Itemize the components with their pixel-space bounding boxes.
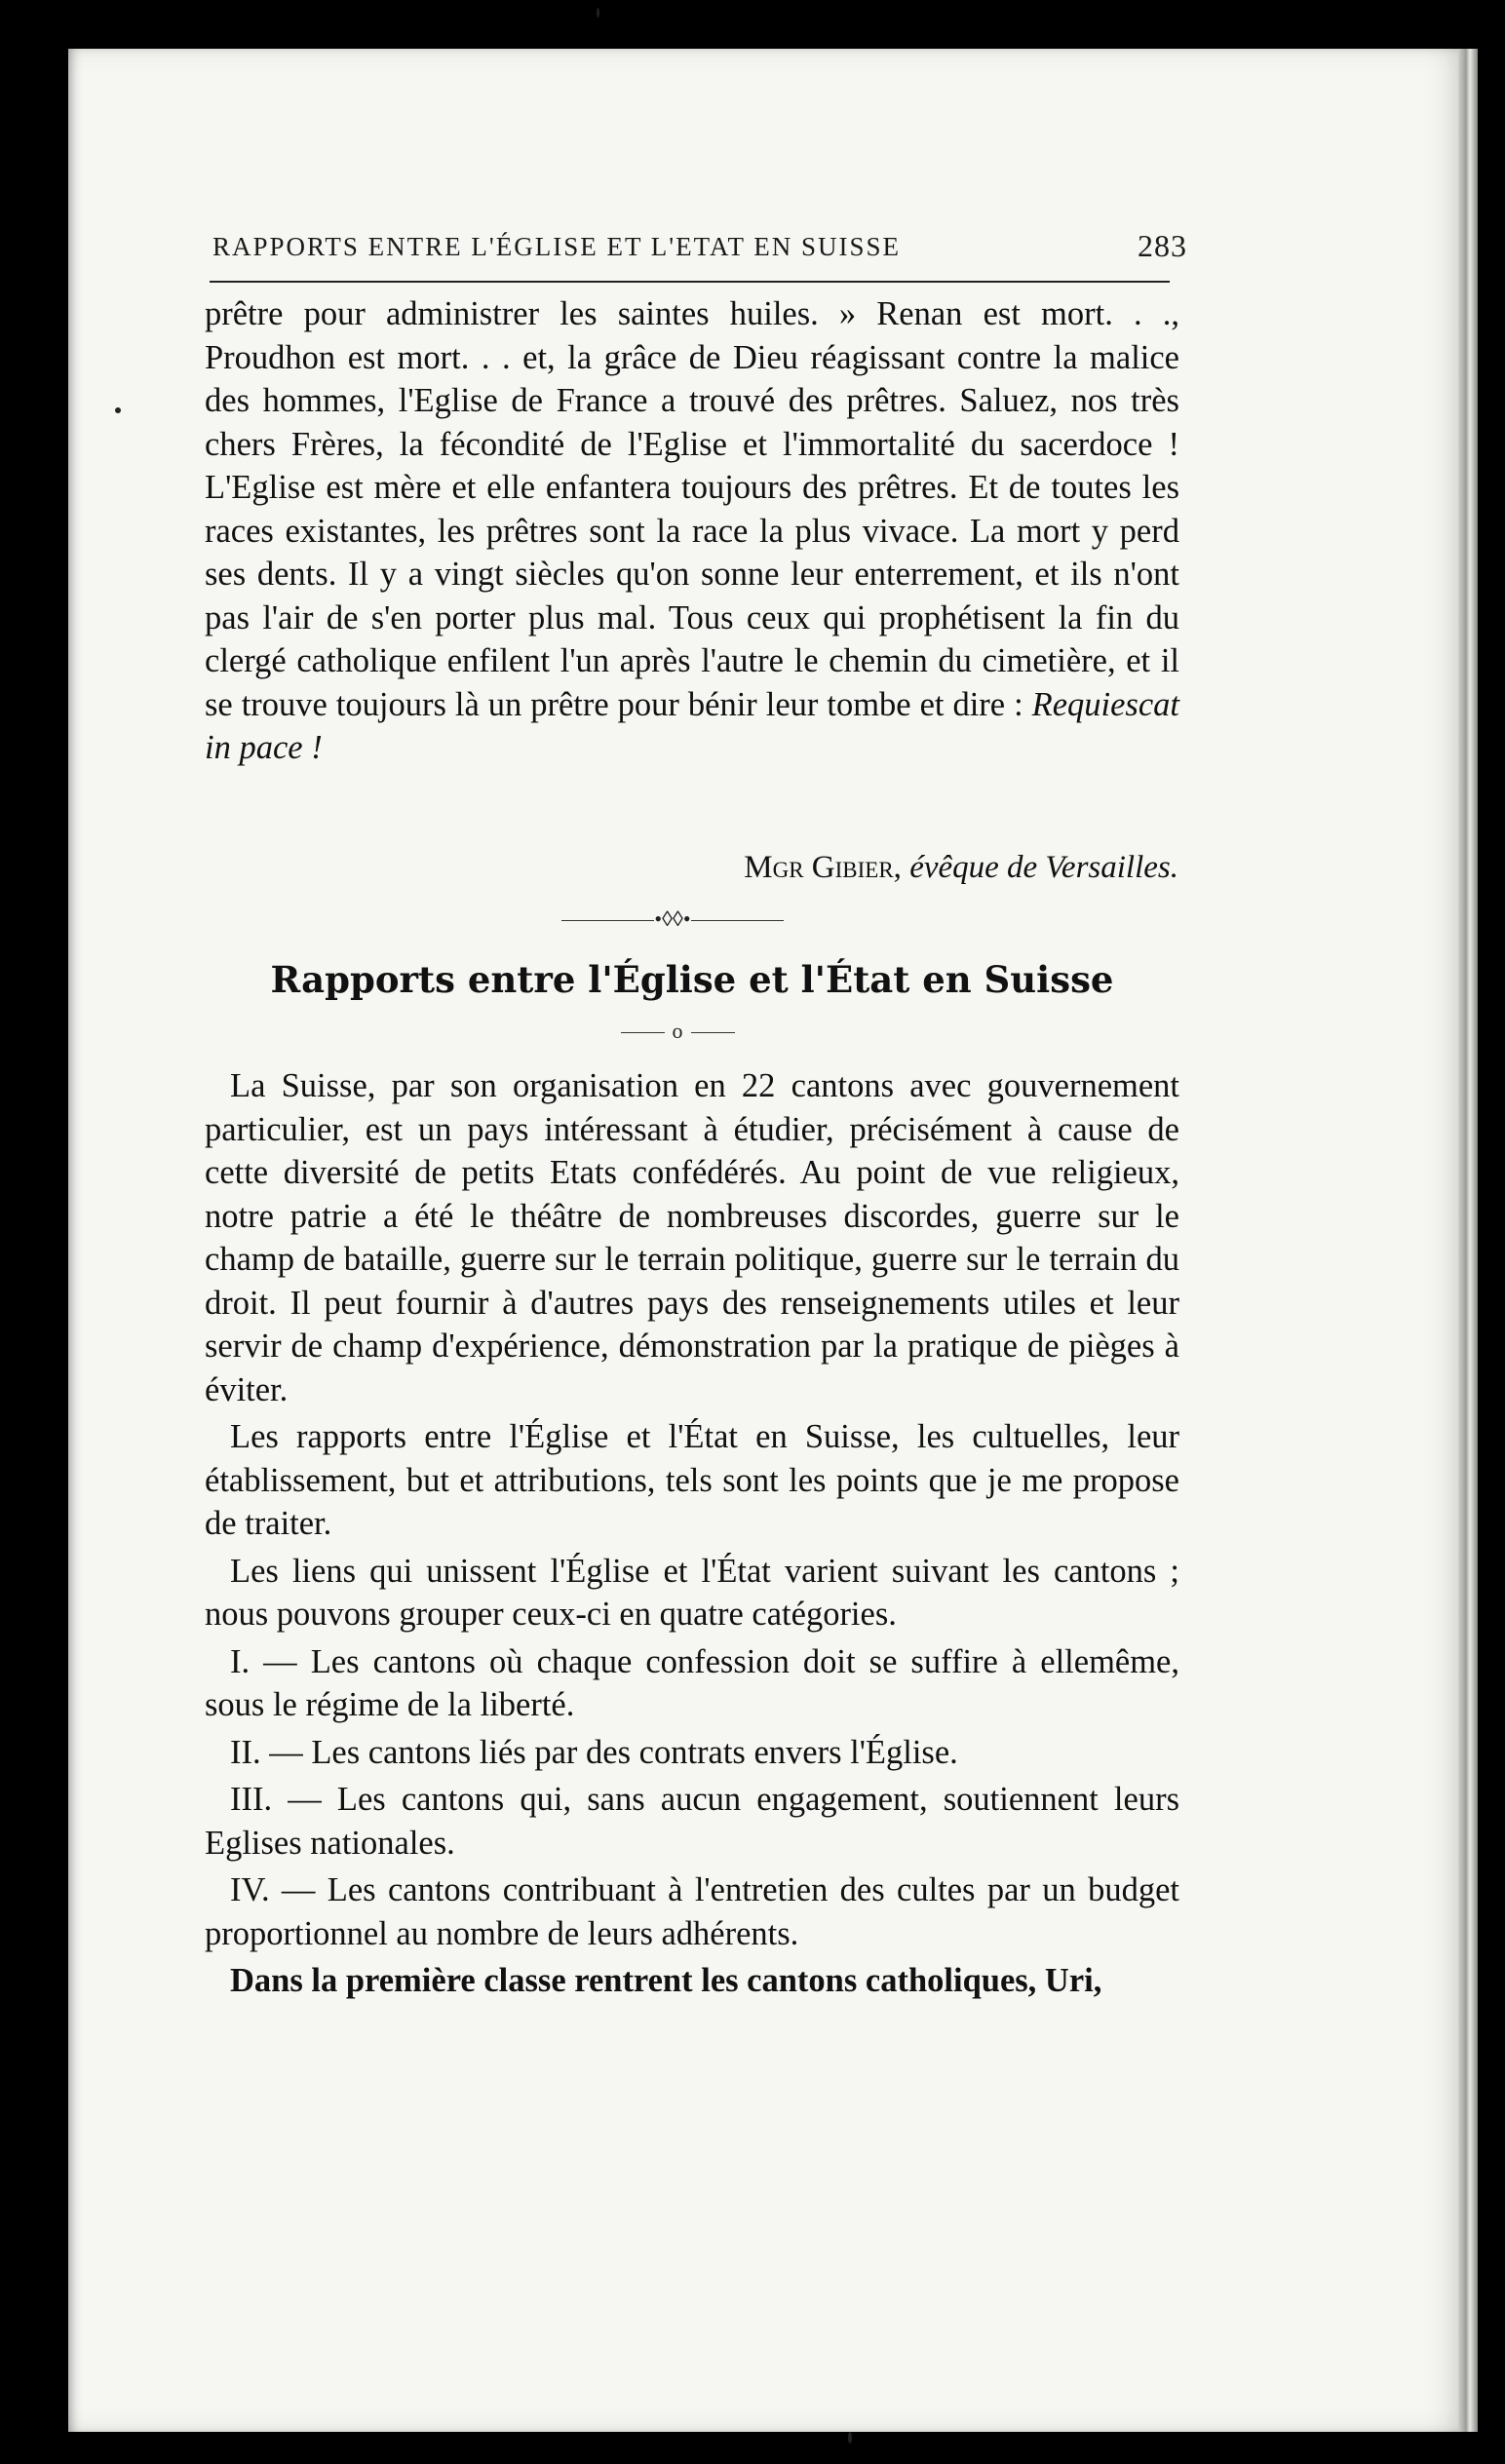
body-text [205,1064,1179,2007]
quote-text [205,292,1179,770]
paragraph: III. — Les cantons qui, sans aucun engagement, soutiennent leurs Eglises nationales. [205,1781,1179,1862]
paragraph: Les rapports entre l'Église et l'État en Suisse, les cultuelles, leur établissement, but et attributions, tels sont les points que je me propose de traiter. [205,1418,1179,1542]
header-rule [210,281,1170,283]
sub-ornament [604,1019,751,1044]
paragraph: II. — Les cantons liés par des contrats envers l'Église. [230,1733,958,1771]
page-number: 283 [1138,228,1187,263]
running-title: RAPPORTS ENTRE L'ÉGLISE ET L'ETAT EN SUISSE [212,232,901,261]
section-title: Rapports entre l'Église et l'État en Suisse [270,958,1114,1001]
signature-title: évêque de Versailles. [909,850,1178,885]
paragraph: Dans la première classe rentrent les cantons catholiques, Uri, [230,1962,1102,1999]
paragraph: La Suisse, par son organisation en 22 cantons avec gouvernement particulier, est un pays intéressant à étudier, précisément à cause de cette diversité de petits Etats confédérés. Au point de vue religieux, notre patrie a été le théâtre de nombreuses discordes, guerre sur le champ de bataille, guerre sur le terrain politique, guerre sur le terrain du droit. Il peut fournir à d'autres pays des renseignements utiles et leur servir de champ d'expérience, démonstration par la pratique de pièges à éviter. [205,1067,1179,1408]
section-ornament [556,906,790,932]
page-edge [1458,49,1478,2432]
quote-paragraph: prêtre pour administrer les saintes huiles. » Renan est mort. . ., Proudhon est mort. . . et, la grâce de Dieu réagissant contre la malice des hommes, l'Eglise de France a trouvé des prêtres. Saluez, nos très chers Frères, la fécondité de l'Eglise et l'immortalité du sacerdoce ! L'Eglise est mère et elle enfantera toujours des prêtres. Et de toutes les races existantes, les prêtres sont la race la plus vivace. La mort y perd ses dents. Il y a vingt siècles qu'on sonne leur enterrement, et ils n'ont pas l'air de s'en porter plus mal. Tous ceux qui prophétisent la fin du clergé catholique enfilent l'un après l'autre le chemin du cimetière, et il se trouve toujours là un prêtre pour bénir leur tombe et dire : [205,295,1179,723]
ornament-glyph: •◊◊• [654,906,691,931]
paragraph: I. — Les cantons où chaque confession doit se suffire à ellemême, sous le régime de la liberté. [205,1642,1179,1723]
paragraph: IV. — Les cantons contribuant à l'entretien des cultes par un budget proportionnel au nombre de leurs adhérents. [205,1871,1179,1952]
running-head [212,228,1187,263]
speck [115,407,121,413]
paragraph: Les liens qui unissent l'Église et l'État varient suivant les cantons ; nous pouvons grouper ceux-ci en quatre catégories. [205,1552,1179,1633]
sub-ornament-glyph: o [672,1019,683,1043]
latin-phrase: Requiescat in pace ! [205,685,1179,766]
speck [848,2432,852,2444]
speck [597,8,599,18]
signature [744,850,1178,886]
signature-name: Mgr Gibier, [744,850,902,885]
quote-block [205,292,1179,770]
